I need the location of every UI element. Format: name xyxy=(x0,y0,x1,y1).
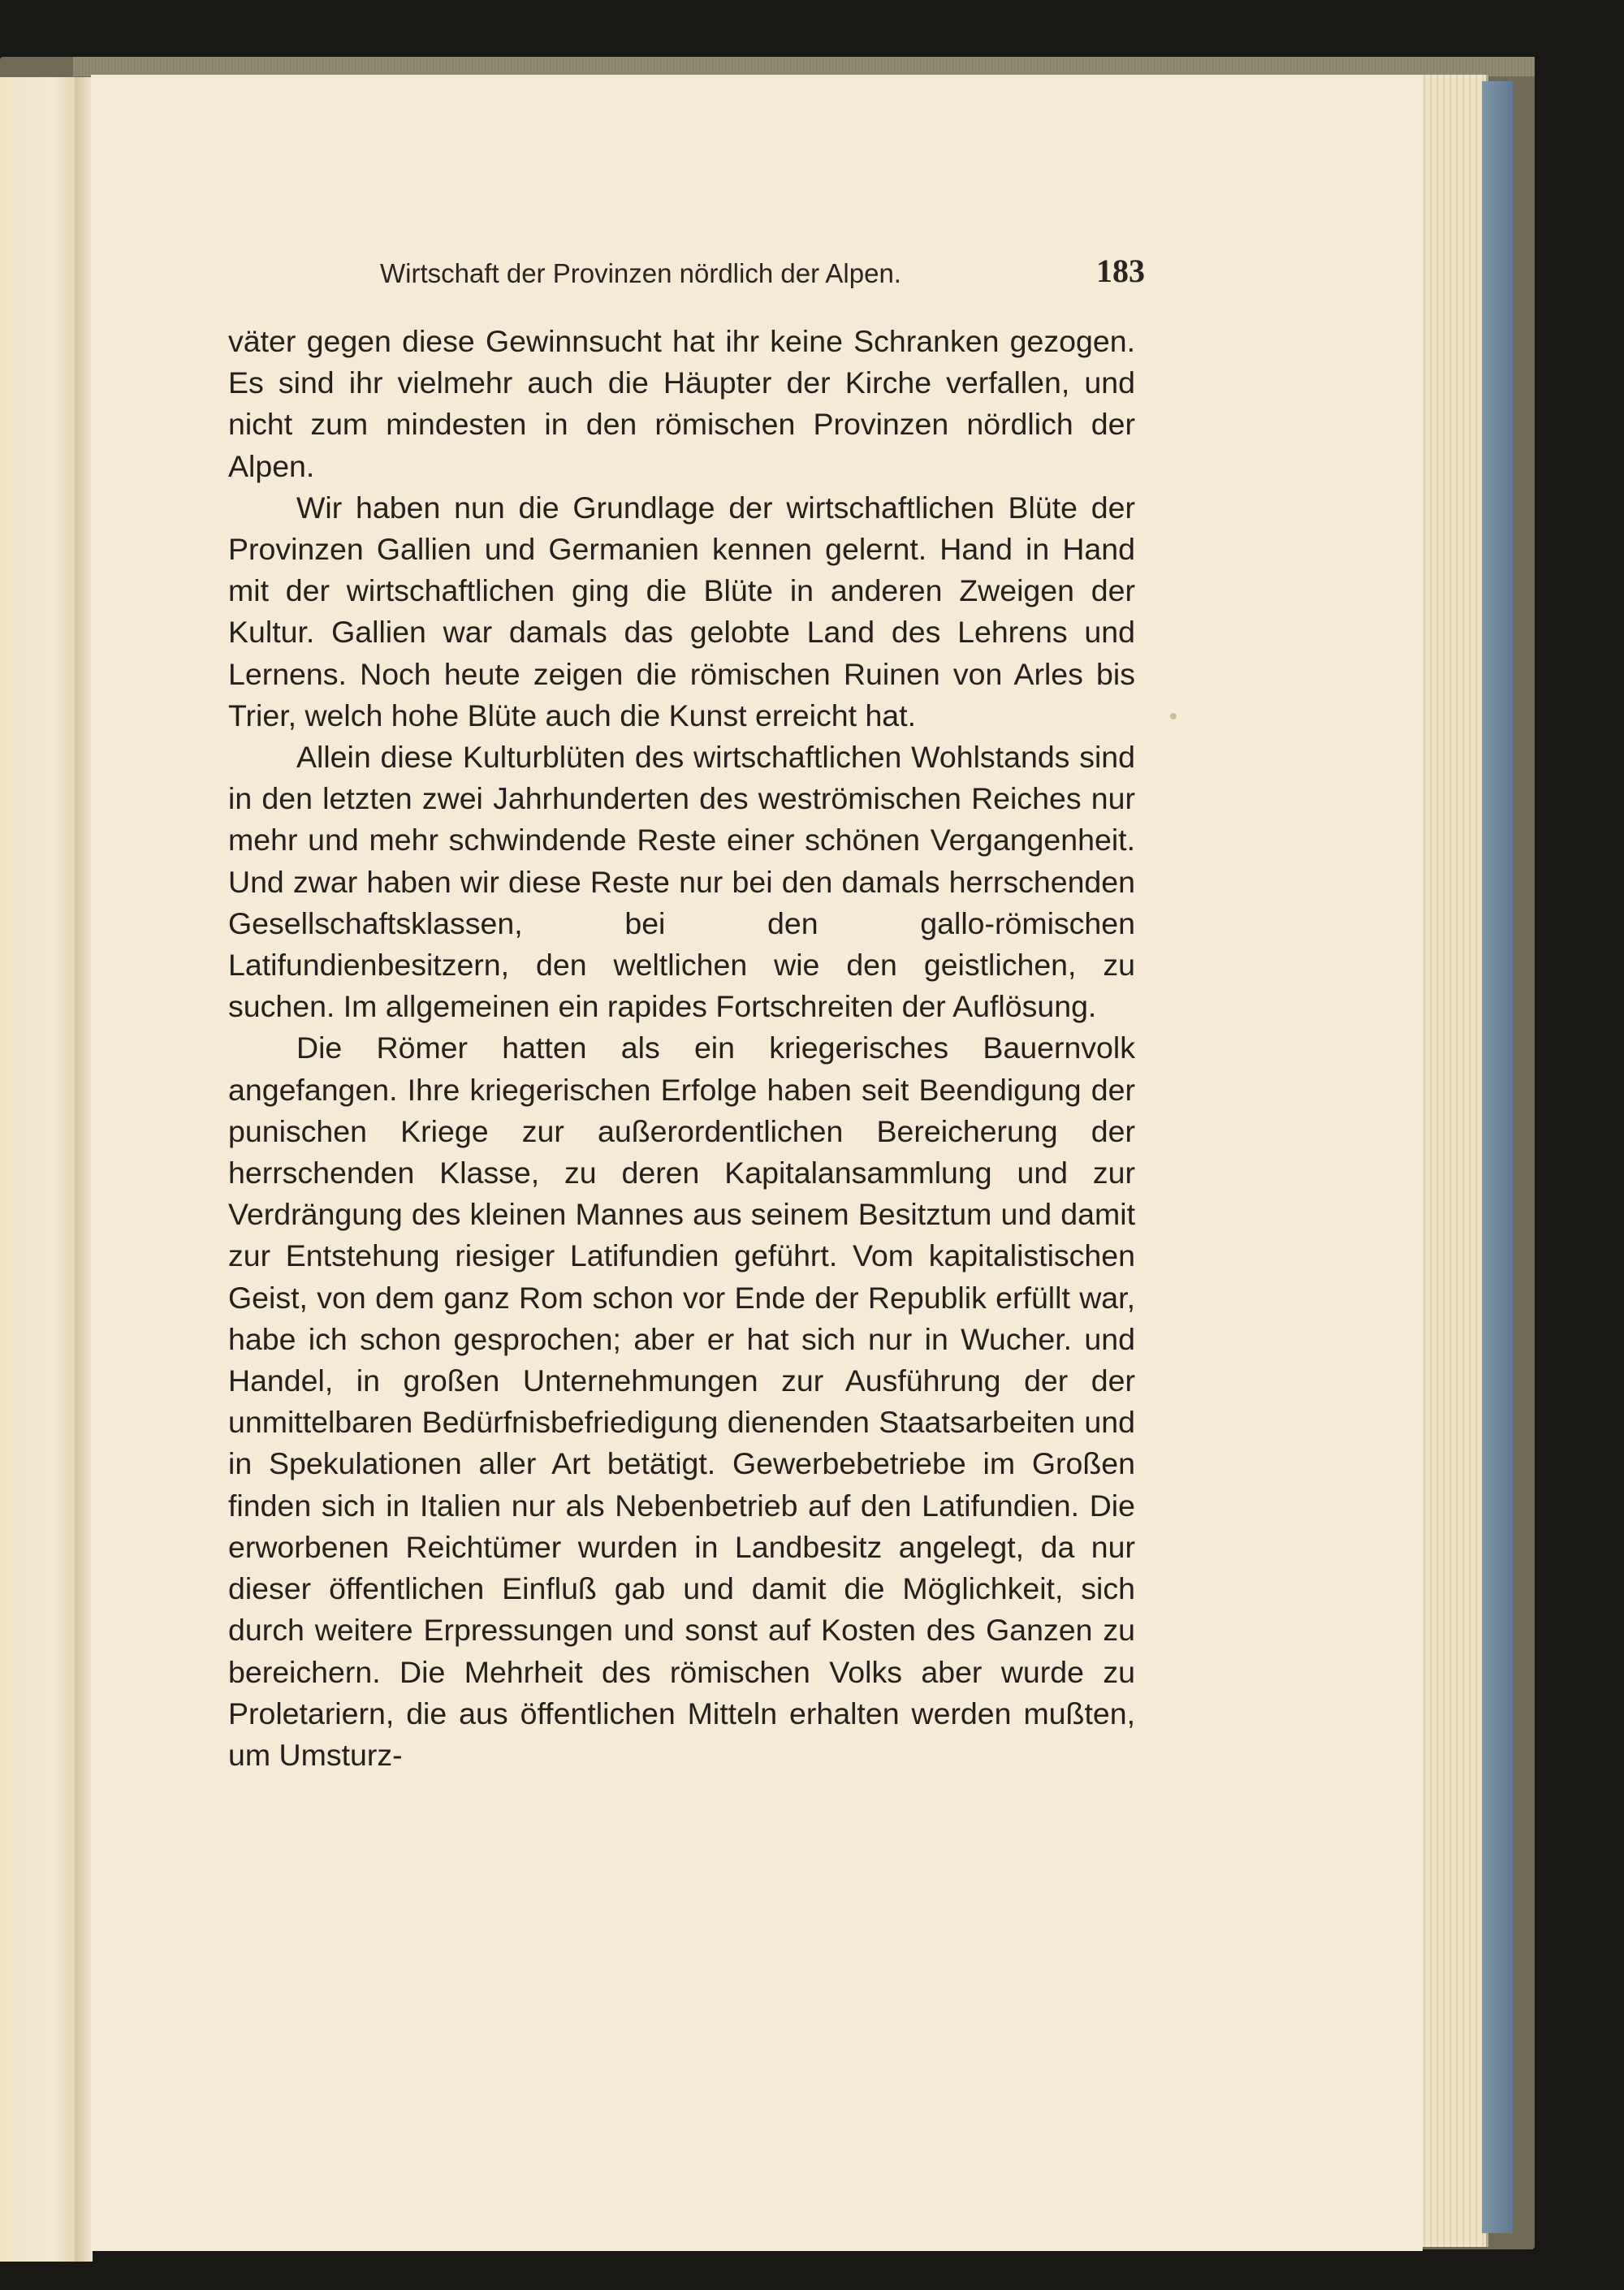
page-stack-edges xyxy=(1413,75,1488,2247)
page-gutter xyxy=(75,77,93,2262)
cover-top-edge xyxy=(73,57,1535,76)
page-number: 183 xyxy=(1096,253,1145,289)
previous-page-edge xyxy=(0,77,78,2262)
paragraph-2: Wir haben nun die Grundlage der wirtschaftlichen Blüte der Provinzen Gallien und Germanien kennen gelernt. Hand in Hand mit der wirtschaftlichen ging die Blüte in anderen Zweigen der Kultur. Gallien war damals das gelobte Land des Lehrens und Lernens. Noch heute zeigen die römischen Ruinen von Arles bis Trier, welch hohe Blüte auch die Kunst erreicht hat. xyxy=(228,490,1135,732)
paragraph-3: Allein diese Kulturblüten des wirtschaftlichen Wohlstands sind in den letzten zwei Jahrhunderten des weströmischen Reiches nur mehr und mehr schwindende Reste einer schönen Vergangenheit. Und zwar haben wir diese Reste nur bei den damals herrschenden Gesellschaftsklassen, bei den gallo-römischen Latifundienbesitzern, den weltlichen wie den geistlichen, zu suchen. Im allgemeinen ein rapides Fortschreiten der Auflösung. xyxy=(228,740,1135,1024)
body-text xyxy=(228,321,1135,1776)
paragraph-4: Die Römer hatten als ein kriegerisches Bauernvolk angefangen. Ihre kriegerischen Erfolge haben seit Beendigung der punischen Kriege zur außerordentlichen Bereicherung der herrschenden Klasse, zu deren Kapitalansammlung und zur Verdrängung des kleinen Mannes aus seinem Besitztum und damit zur Entstehung riesiger Latifundien geführt. Vom kapitalistischen Geist, von dem ganz Rom schon vor Ende der Republik erfüllt war, habe ich schon gesprochen; aber er hat sich nur in Wucher. und Handel, in großen Unternehmungen zur Ausführung der der unmittelbaren Bedürfnisbefriedigung dienenden Staatsarbeiten und in Spekulationen aller Art betätigt. Gewerbebetriebe im Großen finden sich in Italien nur als Nebenbetrieb auf den Latifundien. Die erworbenen Reichtümer wurden in Landbesitz angelegt, da nur dieser öffentlichen Einfluß gab und damit die Möglichkeit, sich durch weitere Erpressungen und sonst auf Kosten des Ganzen zu bereichern. Die Mehrheit des römischen Volks aber wurde zu Proletariern, die aus öffentlichen Mitteln erhalten werden mußten, um Umsturz- xyxy=(228,1030,1135,1772)
running-header xyxy=(380,252,1145,300)
paper-spot xyxy=(1170,713,1177,719)
colored-page-edge xyxy=(1482,81,1513,2233)
running-title: Wirtschaft der Provinzen nördlich der Alpen. xyxy=(380,258,901,288)
paragraph-1: väter gegen diese Gewinnsucht hat ihr keine Schranken gezogen. Es sind ihr vielmehr auch die Häupter der Kirche verfallen, und nicht zum mindesten in den römischen Provinzen nördlich der Alpen. xyxy=(228,324,1135,483)
